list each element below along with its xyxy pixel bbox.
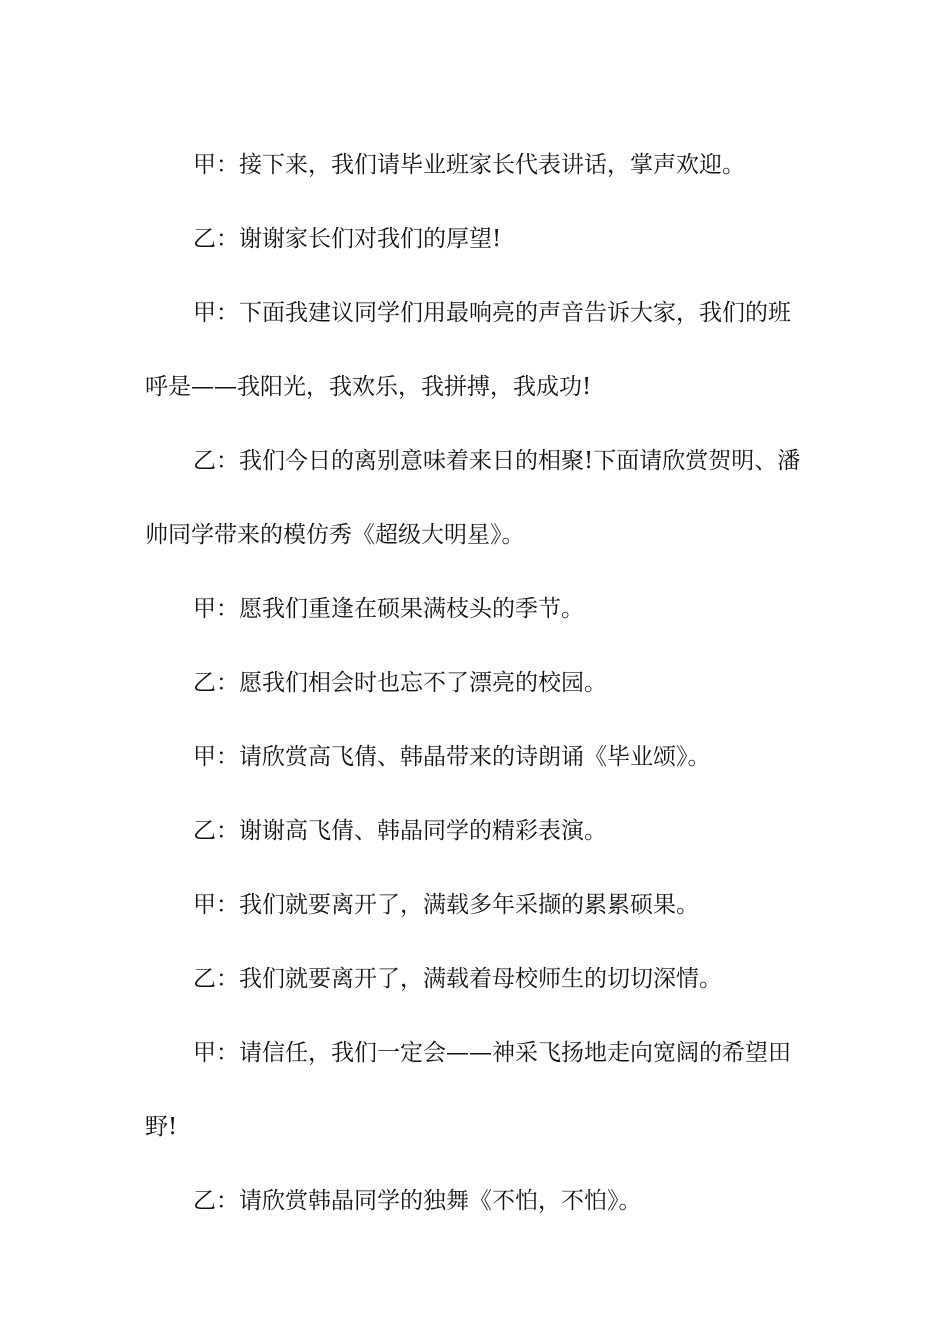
paragraph: 甲：接下来，我们请毕业班家长代表讲话，掌声欢迎。 — [193, 152, 745, 178]
paragraph: 甲：下面我建议同学们用最响亮的声音告诉大家，我们的班呼是——我阳光，我欢乐，我拼搏，我成功! — [145, 300, 791, 400]
paragraph: 乙：谢谢高飞倩、韩晶同学的精彩表演。 — [193, 818, 607, 844]
paragraph: 乙：请欣赏韩晶同学的独舞《不怕，不怕》。 — [193, 1188, 642, 1214]
paragraph: 乙：我们就要离开了，满载着母校师生的切切深情。 — [193, 966, 722, 992]
paragraph: 乙：我们今日的离别意味着来日的相聚!下面请欣赏贺明、潘帅同学带来的模仿秀《超级大明星》。 — [145, 448, 801, 548]
document-body — [145, 128, 805, 1238]
paragraph: 甲：我们就要离开了，满载多年采撷的累累硕果。 — [193, 892, 699, 918]
paragraph: 甲：请欣赏高飞倩、韩晶带来的诗朗诵《毕业颂》。 — [193, 744, 711, 770]
paragraph: 甲：请信任，我们一定会——神采飞扬地走向宽阔的希望田野! — [145, 1040, 791, 1140]
paragraph: 乙：谢谢家长们对我们的厚望! — [193, 226, 502, 252]
paragraph: 甲：愿我们重逢在硕果满枝头的季节。 — [193, 596, 584, 622]
paragraph: 乙：愿我们相会时也忘不了漂亮的校园。 — [193, 670, 607, 696]
